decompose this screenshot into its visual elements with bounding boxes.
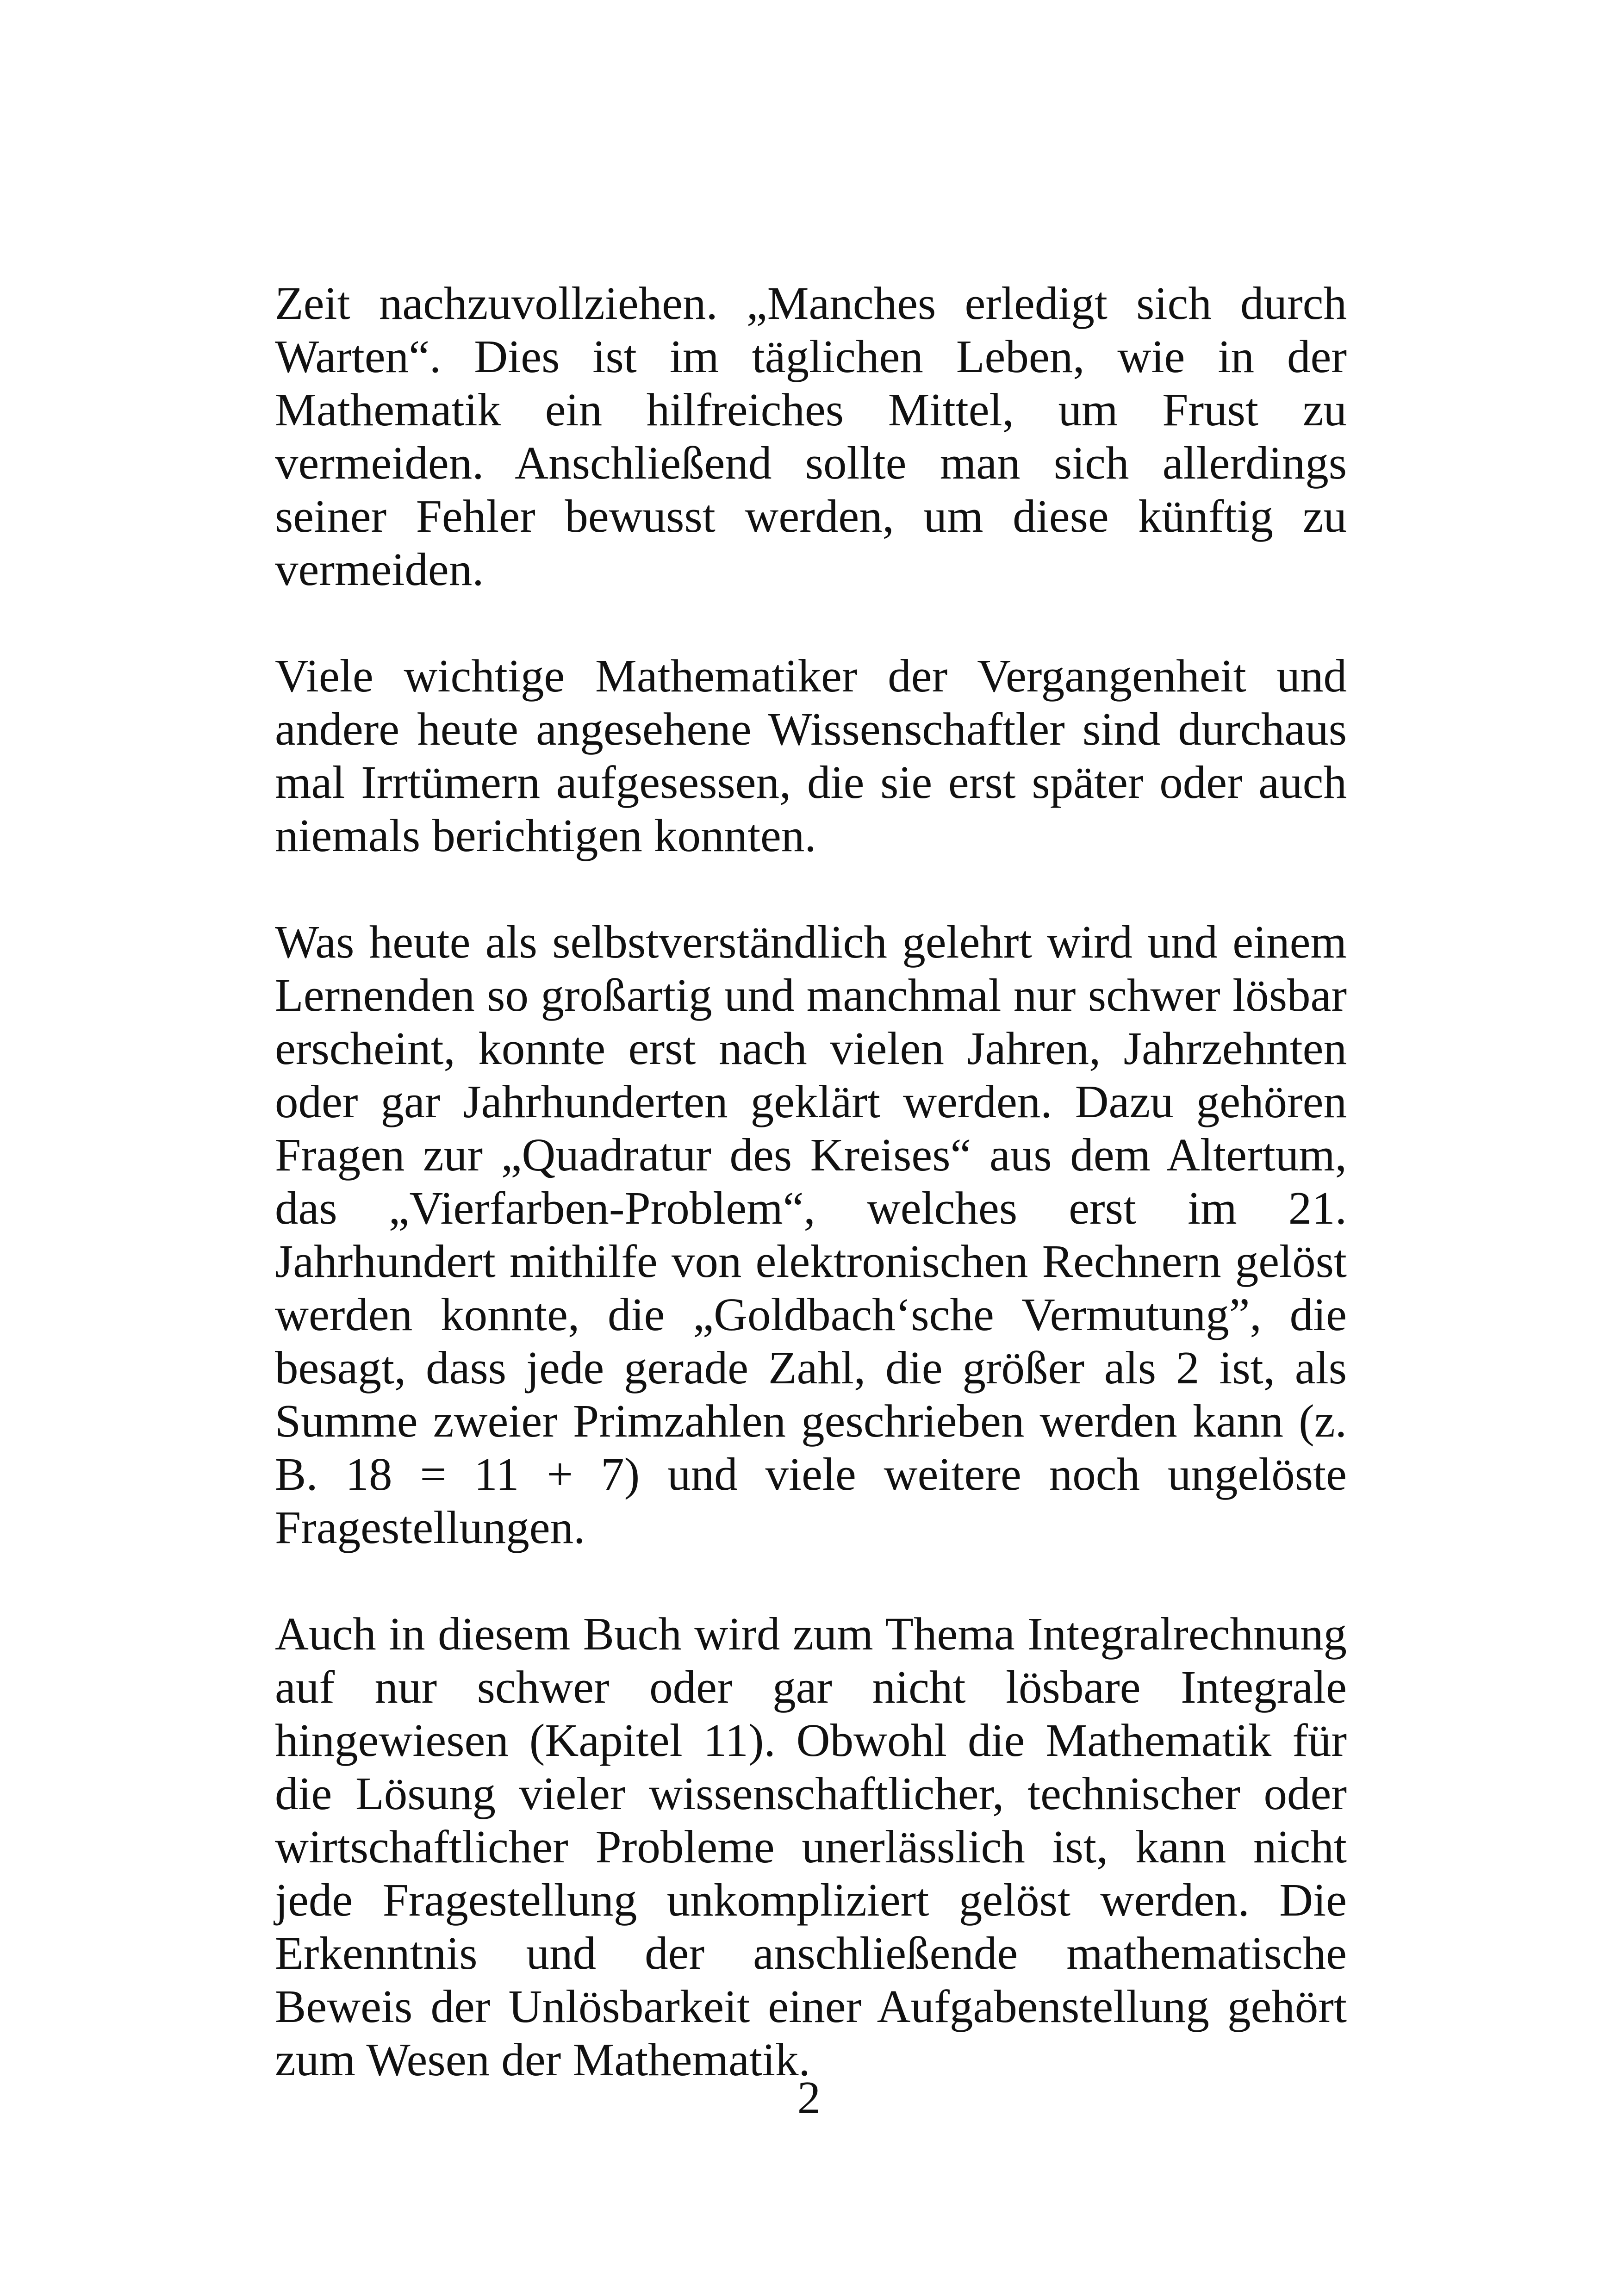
- paragraph: Zeit nachzuvollziehen. „Manches erledigt sich durch Warten“. Dies ist im täglichen Leben, wie in der Mathematik ein hilfreiches Mittel, um Frust zu vermeiden. Anschließend sollte man sich allerdings seiner Fehler bewusst werden, um diese künftig zu vermeiden.: [275, 277, 1347, 595]
- paragraph: Auch in diesem Buch wird zum Thema Integralrechnung auf nur schwer oder gar nicht lösbare Integrale hingewiesen (Kapitel 11). Obwohl die Mathematik für die Lösung vieler wissenschaftlicher, technischer oder wirtschaftlicher Probleme unerlässlich ist, kann nicht jede Fragestellung unkompliziert gelöst werden. Die Erkenntnis und der anschließende mathematische Beweis der Unlösbarkeit einer Aufgabenstellung gehört zum Wesen der Mathematik.: [275, 1608, 1347, 2085]
- paragraph: Viele wichtige Mathematiker der Vergangenheit und andere heute angesehene Wissenschaftler sind durchaus mal Irrtümern aufgesessen, die sie erst später oder auch niemals berichtigen konnten.: [275, 650, 1347, 861]
- body-text: [275, 277, 1347, 2086]
- page-number: 2: [797, 2072, 821, 2123]
- paragraph: Was heute als selbstverständlich gelehrt wird und einem Lernenden so großartig und manchmal nur schwer lösbar erscheint, konnte erst nach vielen Jahren, Jahrzehnten oder gar Jahrhunderten geklärt werden. Dazu gehören Fragen zur „Quadratur des Kreises“ aus dem Altertum, das „Vierfarben-Problem“, welches erst im 21. Jahrhundert mithilfe von elektronischen Rechnern gelöst werden konnte, die „Goldbach‘sche Vermutung”, die besagt, dass jede gerade Zahl, die größer als 2 ist, als Summe zweier Primzahlen geschrieben werden kann (z. B. 18 = 11 + 7) und viele weitere noch ungelöste Fragestellungen.: [275, 916, 1347, 1553]
